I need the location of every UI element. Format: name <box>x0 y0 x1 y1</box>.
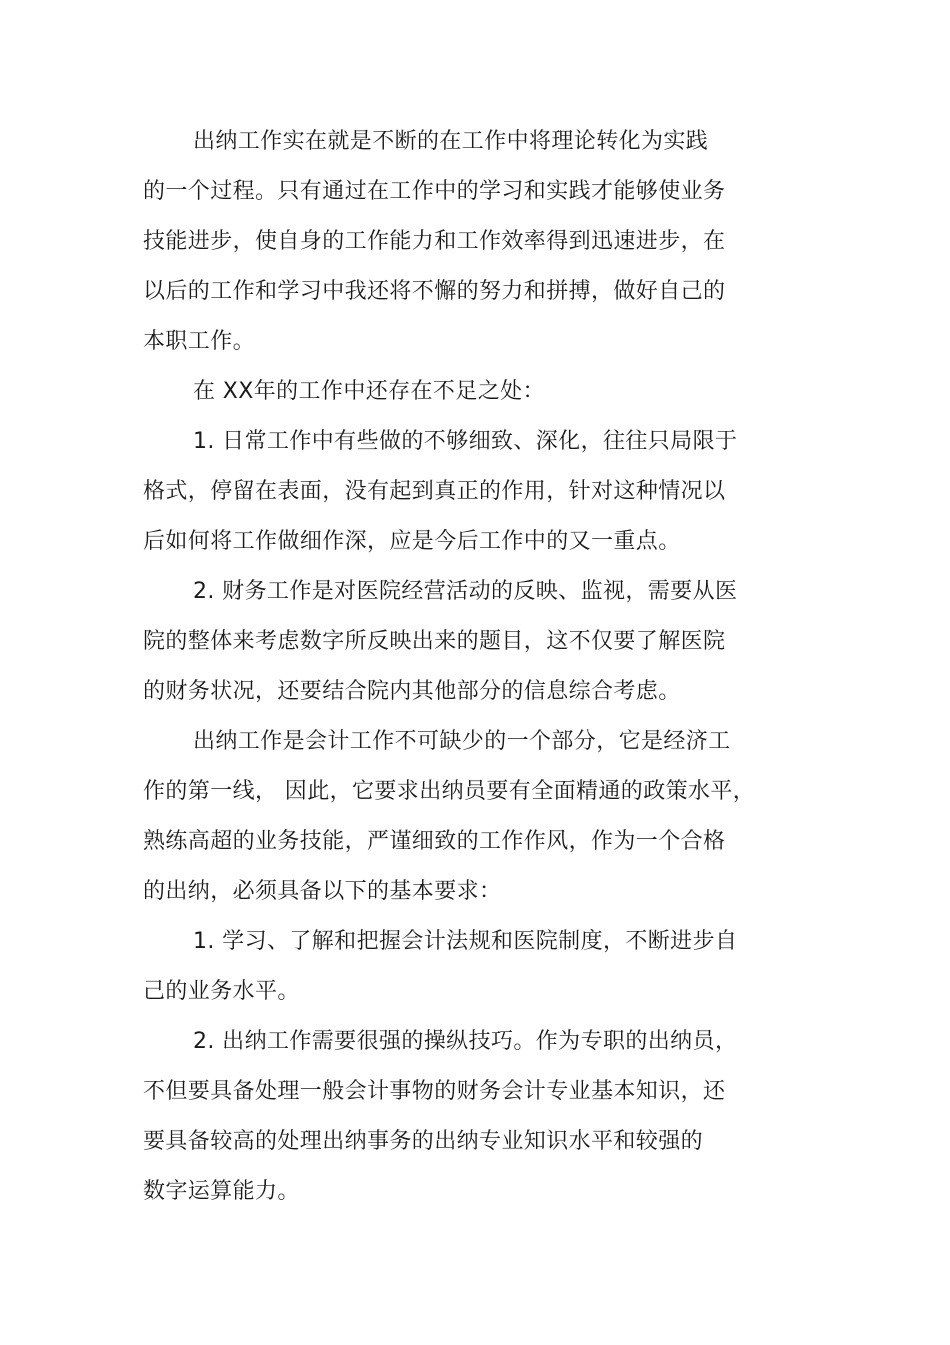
paragraph-5-line-4: 的出纳，必须具备以下的基本要求： <box>143 879 502 904</box>
paragraph-3-line-3: 后如何将工作做细作深，应是今后工作中的又一重点。 <box>143 529 681 554</box>
paragraph-7-line-1: 2. 出纳工作需要很强的操纵技巧。作为专职的出纳员， <box>193 1029 738 1054</box>
paragraph-6-line-2: 己的业务水平。 <box>143 979 300 1004</box>
paragraph-3-line-1: 1. 日常工作中有些做的不够细致、深化，往往只局限于 <box>193 429 738 454</box>
paragraph-7-line-3: 要具备较高的处理出纳事务的出纳专业知识水平和较强的 <box>143 1129 704 1154</box>
paragraph-1-line-1: 出纳工作实在就是不断的在工作中将理论转化为实践 <box>193 129 709 154</box>
paragraph-5-line-2: 作的第一线， 因此，它要求出纳员要有全面精通的政策水平， <box>143 779 756 804</box>
paragraph-1-line-4: 以后的工作和学习中我还将不懈的努力和拼搏，做好自己的 <box>143 279 726 304</box>
paragraph-2-line-1: 在 XX年的工作中还存在不足之处： <box>193 379 545 404</box>
paragraph-1-line-3: 技能进步，使自身的工作能力和工作效率得到迅速进步，在 <box>143 229 726 254</box>
paragraph-6-line-1: 1. 学习、了解和把握会计法规和医院制度，不断进步自 <box>193 929 738 954</box>
paragraph-4-line-2: 院的整体来考虑数字所反映出来的题目，这不仅要了解医院 <box>143 629 726 654</box>
paragraph-7-line-4: 数字运算能力。 <box>143 1179 300 1204</box>
paragraph-5-line-3: 熟练高超的业务技能，严谨细致的工作作风，作为一个合格 <box>143 829 726 854</box>
paragraph-5-line-1: 出纳工作是会计工作不可缺少的一个部分，它是经济工 <box>193 729 731 754</box>
paragraph-4-line-1: 2. 财务工作是对医院经营活动的反映、监视，需要从医 <box>193 579 738 604</box>
paragraph-1-line-5: 本职工作。 <box>143 329 256 354</box>
paragraph-7-line-2: 不但要具备处理一般会计事物的财务会计专业基本知识，还 <box>143 1079 726 1104</box>
paragraph-4-line-3: 的财务状况，还要结合院内其他部分的信息综合考虑。 <box>143 679 681 704</box>
paragraph-1-line-2: 的一个过程。只有通过在工作中的学习和实践才能够使业务 <box>143 179 726 204</box>
paragraph-3-line-2: 格式，停留在表面，没有起到真正的作用，针对这种情况以 <box>143 479 726 504</box>
